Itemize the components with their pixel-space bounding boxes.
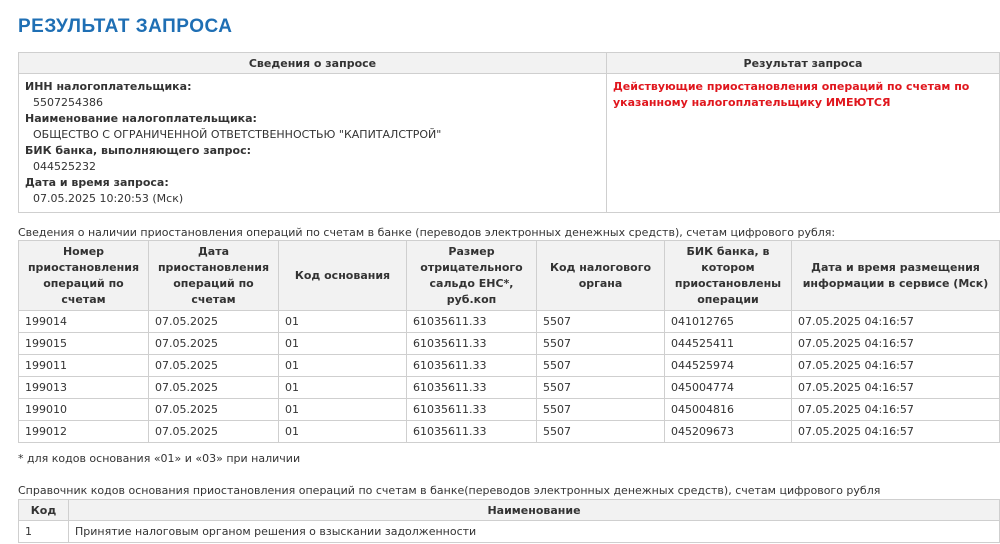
cell-posted-datetime: 07.05.2025 04:16:57 <box>792 311 1000 333</box>
cell-reason-code: 01 <box>279 377 407 399</box>
reason-codes-table <box>18 499 1000 543</box>
cell-reason-code: 01 <box>279 355 407 377</box>
cell-suspension-number: 199010 <box>19 399 149 421</box>
query-info-header: Сведения о запросе <box>19 53 607 74</box>
cell-negative-balance: 61035611.33 <box>407 311 537 333</box>
suspensions-caption: Сведения о наличии приостановления операций по счетам в банке (переводов электронных денежных средств), счетам цифрового рубля: <box>18 226 836 239</box>
query-details <box>19 74 607 213</box>
cell-suspension-number: 199013 <box>19 377 149 399</box>
cell-tax-authority-code: 5507 <box>537 421 665 443</box>
cell-negative-balance: 61035611.33 <box>407 333 537 355</box>
query-result-text: Действующие приостановления операций по счетам по указанному налогоплательщику ИМЕЮТСЯ <box>613 80 970 109</box>
taxpayer-name-label: Наименование налогоплательщика: <box>25 112 257 125</box>
cell-posted-datetime: 07.05.2025 04:16:57 <box>792 377 1000 399</box>
table-row <box>19 355 1000 377</box>
cell-negative-balance: 61035611.33 <box>407 355 537 377</box>
cell-suspension-number: 199012 <box>19 421 149 443</box>
cell-negative-balance: 61035611.33 <box>407 377 537 399</box>
request-datetime-label: Дата и время запроса: <box>25 176 169 189</box>
col-posted-datetime: Дата и время размещения информации в сервисе (Мск) <box>792 241 1000 311</box>
cell-bank-bik: 045004816 <box>665 399 792 421</box>
cell-bank-bik: 041012765 <box>665 311 792 333</box>
col-reason-code: Код основания <box>279 241 407 311</box>
suspensions-table <box>18 240 1000 443</box>
cell-bank-bik: 044525974 <box>665 355 792 377</box>
cell-reason-code: 01 <box>279 333 407 355</box>
cell-reason-code: 01 <box>279 421 407 443</box>
cell-reason-code: 01 <box>279 399 407 421</box>
balance-footnote: * для кодов основания «01» и «03» при наличии <box>18 452 301 465</box>
table-row <box>19 421 1000 443</box>
table-row <box>19 311 1000 333</box>
cell-negative-balance: 61035611.33 <box>407 399 537 421</box>
col-negative-balance: Размер отрицательного сальдо ЕНС*, руб.коп <box>407 241 537 311</box>
taxpayer-name-value: ОБЩЕСТВО С ОГРАНИЧЕННОЙ ОТВЕТСТВЕННОСТЬЮ "КАПИТАЛСТРОЙ" <box>33 128 442 141</box>
cell-bank-bik: 045004774 <box>665 377 792 399</box>
query-result <box>607 74 1000 213</box>
cell-suspension-date: 07.05.2025 <box>149 421 279 443</box>
cell-name: Принятие налоговым органом решения о взыскании задолженности <box>69 521 1000 543</box>
cell-tax-authority-code: 5507 <box>537 311 665 333</box>
cell-suspension-number: 199011 <box>19 355 149 377</box>
page-title: РЕЗУЛЬТАТ ЗАПРОСА <box>18 16 233 37</box>
cell-posted-datetime: 07.05.2025 04:16:57 <box>792 333 1000 355</box>
cell-reason-code: 01 <box>279 311 407 333</box>
col-bank-bik: БИК банка, в котором приостановлены операции <box>665 241 792 311</box>
inn-label: ИНН налогоплательщика: <box>25 80 192 93</box>
cell-code: 1 <box>19 521 69 543</box>
cell-suspension-number: 199015 <box>19 333 149 355</box>
col-suspension-date: Дата приостановления операций по счетам <box>149 241 279 311</box>
cell-suspension-date: 07.05.2025 <box>149 333 279 355</box>
cell-negative-balance: 61035611.33 <box>407 421 537 443</box>
bik-label: БИК банка, выполняющего запрос: <box>25 144 252 157</box>
query-info-table <box>18 52 1000 213</box>
col-code: Код <box>19 500 69 521</box>
cell-suspension-date: 07.05.2025 <box>149 377 279 399</box>
col-tax-authority-code: Код налогового органа <box>537 241 665 311</box>
table-row <box>19 333 1000 355</box>
bik-value: 044525232 <box>33 160 96 173</box>
inn-value: 5507254386 <box>33 96 103 109</box>
col-suspension-number: Номер приостановления операций по счетам <box>19 241 149 311</box>
cell-posted-datetime: 07.05.2025 04:16:57 <box>792 399 1000 421</box>
cell-tax-authority-code: 5507 <box>537 355 665 377</box>
cell-suspension-date: 07.05.2025 <box>149 355 279 377</box>
cell-posted-datetime: 07.05.2025 04:16:57 <box>792 355 1000 377</box>
cell-tax-authority-code: 5507 <box>537 377 665 399</box>
cell-suspension-date: 07.05.2025 <box>149 399 279 421</box>
cell-tax-authority-code: 5507 <box>537 399 665 421</box>
cell-posted-datetime: 07.05.2025 04:16:57 <box>792 421 1000 443</box>
cell-bank-bik: 044525411 <box>665 333 792 355</box>
table-row <box>19 377 1000 399</box>
reference-caption: Справочник кодов основания приостановления операций по счетам в банке(переводов электронных денежных средств), счетам цифрового рубля <box>18 484 881 497</box>
cell-suspension-number: 199014 <box>19 311 149 333</box>
query-result-header: Результат запроса <box>607 53 1000 74</box>
col-name: Наименование <box>69 500 1000 521</box>
table-row <box>19 399 1000 421</box>
cell-suspension-date: 07.05.2025 <box>149 311 279 333</box>
cell-tax-authority-code: 5507 <box>537 333 665 355</box>
cell-bank-bik: 045209673 <box>665 421 792 443</box>
table-row <box>19 521 1000 543</box>
request-datetime-value: 07.05.2025 10:20:53 (Мск) <box>33 192 184 205</box>
